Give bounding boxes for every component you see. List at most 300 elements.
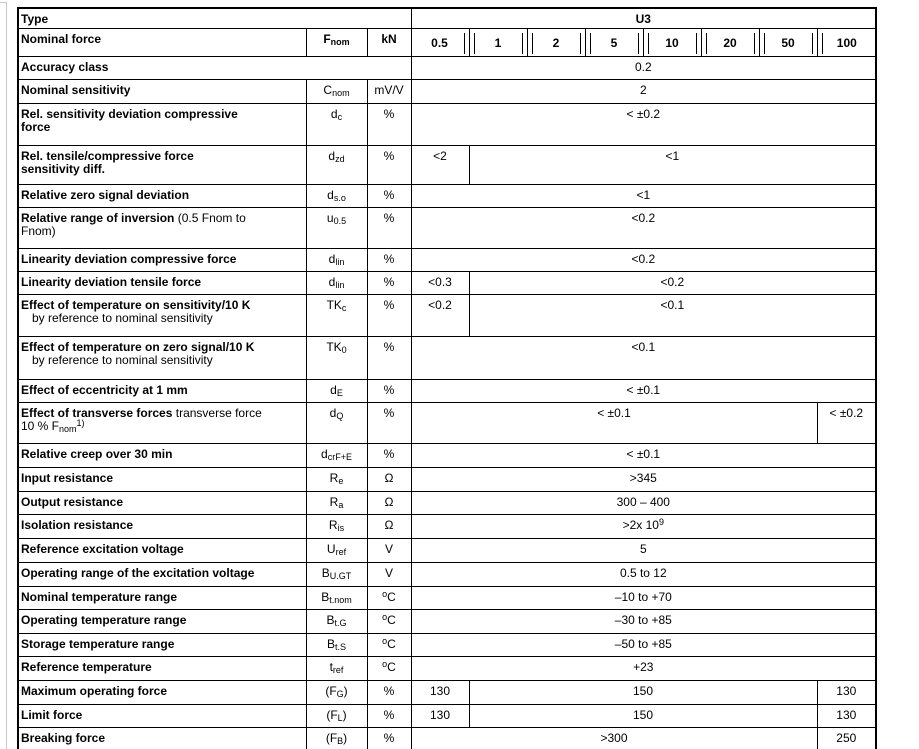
param-value-cell: [469, 146, 876, 185]
param-label-cell: [18, 337, 306, 380]
param-label-cell: [18, 563, 306, 587]
param-symbol-cell: [306, 539, 367, 563]
param-label-cell: [18, 146, 306, 185]
param-value-cell: [411, 185, 876, 208]
text-segment: G: [336, 689, 344, 699]
text-segment: d: [328, 275, 336, 289]
text-segment: <0.1: [660, 298, 685, 312]
param-unit-cell: [367, 444, 411, 468]
text-segment: %: [383, 340, 395, 354]
param-unit-cell: [367, 146, 411, 185]
text-segment: 100: [836, 36, 857, 50]
text-segment: Relative creep over 30 min: [21, 447, 173, 461]
table-row: [18, 185, 876, 208]
param-value-cell: [411, 728, 817, 749]
text-segment: %: [383, 211, 395, 225]
param-value-cell: [411, 403, 817, 444]
text-segment: e: [338, 476, 344, 486]
text-segment: V: [384, 566, 393, 580]
table-row: [18, 29, 876, 57]
text-segment: Linearity deviation compressive force: [21, 252, 237, 266]
text-segment: <2: [433, 149, 447, 163]
text-segment: t.S: [335, 642, 347, 652]
param-symbol-cell: [306, 29, 367, 57]
text-segment: < ±0.1: [626, 447, 661, 461]
param-unit-cell: [367, 185, 411, 208]
param-value-cell: [411, 57, 876, 80]
text-segment: >2x 10: [622, 518, 659, 532]
text-segment: %: [383, 275, 395, 289]
force-column-box: [764, 33, 813, 54]
param-unit-cell: [367, 563, 411, 587]
text-segment: < ±0.1: [626, 383, 661, 397]
param-symbol-cell: [306, 587, 367, 610]
param-symbol-cell: [306, 515, 367, 539]
force-column-box: [648, 33, 697, 54]
param-value-cell: [411, 705, 469, 728]
text-segment: c: [337, 112, 343, 122]
text-segment: 130: [836, 684, 857, 698]
force-column-box: [474, 33, 523, 54]
text-segment: Reference temperature: [21, 660, 152, 674]
text-segment: lin: [335, 257, 345, 267]
param-value-cell: [411, 295, 469, 337]
text-segment: 50: [781, 36, 795, 50]
text-segment: –50 to +85: [614, 637, 672, 651]
param-unit-cell: [367, 539, 411, 563]
text-segment: 0.5 to 12: [619, 566, 667, 580]
param-value-cell: [411, 468, 876, 492]
text-segment: kN: [381, 32, 397, 46]
param-symbol-cell: [306, 563, 367, 587]
text-segment: Effect of temperature on sensitivity/10 K: [21, 298, 251, 312]
param-label-cell: [18, 444, 306, 468]
text-segment: Reference excitation voltage: [21, 542, 184, 556]
text-segment: < ±0.2: [829, 406, 864, 420]
text-segment: d: [328, 252, 336, 266]
param-value-cell: [411, 587, 876, 610]
text-segment: mV/V: [374, 83, 404, 97]
text-segment: Output resistance: [21, 495, 124, 509]
text-segment: nom: [332, 88, 350, 98]
param-label-cell: [18, 492, 306, 515]
text-segment: Ω: [384, 518, 394, 532]
table-row: [18, 272, 876, 295]
param-value-cell: [759, 29, 817, 57]
param-unit-cell: [367, 295, 411, 337]
param-label-cell: [18, 468, 306, 492]
text-segment: (F: [325, 684, 337, 698]
text-segment: R: [328, 518, 338, 532]
table-row: [18, 657, 876, 681]
param-symbol-cell: [306, 337, 367, 380]
specifications-table: [17, 7, 877, 749]
param-unit-cell: [367, 634, 411, 657]
text-segment: by reference to nominal sensitivity: [32, 353, 213, 367]
force-column-box: [706, 33, 755, 54]
param-value-cell: [411, 80, 876, 104]
param-value-cell: [411, 208, 876, 249]
text-segment: Breaking force: [21, 731, 106, 745]
text-segment: is: [337, 523, 345, 533]
text-segment: Rel. tensile/compressive force: [21, 149, 194, 163]
param-unit-cell: [367, 610, 411, 634]
param-symbol-cell: [306, 80, 367, 104]
text-segment: ): [343, 684, 348, 698]
param-symbol-cell: [306, 728, 367, 749]
text-segment: force: [21, 120, 51, 134]
text-segment: 20: [723, 36, 737, 50]
param-label-cell: [18, 57, 411, 80]
text-segment: Ω: [384, 495, 394, 509]
text-segment: C: [387, 660, 396, 674]
param-symbol-cell: [306, 104, 367, 146]
param-unit-cell: [367, 403, 411, 444]
text-segment: o: [382, 589, 388, 599]
table-row: [18, 57, 876, 80]
table-row: [18, 208, 876, 249]
table-row: [18, 249, 876, 272]
text-segment: lin: [335, 280, 345, 290]
text-segment: 2: [639, 83, 647, 97]
text-segment: C: [387, 613, 396, 627]
table-row: [18, 8, 876, 29]
param-label-cell: [18, 249, 306, 272]
table-row: [18, 337, 876, 380]
table-row: [18, 610, 876, 634]
text-segment: Rel. sensitivity deviation compressive: [21, 107, 238, 121]
text-segment: <0.1: [631, 340, 656, 354]
text-segment: transverse force: [172, 406, 262, 420]
text-segment: < ±0.2: [626, 107, 661, 121]
param-symbol-cell: [306, 492, 367, 515]
table-row: [18, 587, 876, 610]
text-segment: 1): [76, 418, 85, 428]
param-value-cell: [411, 563, 876, 587]
text-segment: 2: [552, 36, 560, 50]
param-symbol-cell: [306, 444, 367, 468]
text-segment: %: [383, 188, 395, 202]
text-segment: 1: [494, 36, 502, 50]
param-symbol-cell: [306, 272, 367, 295]
param-symbol-cell: [306, 681, 367, 705]
text-segment: t.G: [334, 618, 347, 628]
param-label-cell: [18, 295, 306, 337]
text-segment: 0.5: [431, 36, 448, 50]
param-unit-cell: [367, 104, 411, 146]
text-segment: Storage temperature range: [21, 637, 175, 651]
param-label-cell: [18, 539, 306, 563]
param-value-cell: [411, 146, 469, 185]
param-symbol-cell: [306, 610, 367, 634]
param-value-cell: [411, 657, 876, 681]
text-segment: V: [384, 542, 393, 556]
table-row: [18, 705, 876, 728]
text-segment: C: [323, 83, 333, 97]
text-segment: >345: [629, 471, 657, 485]
text-segment: –30 to +85: [614, 613, 672, 627]
text-segment: <0.2: [660, 275, 685, 289]
table-row: [18, 104, 876, 146]
text-segment: <0.2: [631, 211, 656, 225]
param-label-cell: [18, 657, 306, 681]
param-label-cell: [18, 515, 306, 539]
param-label-cell: [18, 587, 306, 610]
table-row: [18, 681, 876, 705]
text-segment: <1: [636, 188, 651, 202]
param-label-cell: [18, 728, 306, 749]
param-symbol-cell: [306, 705, 367, 728]
text-segment: U.GT: [329, 571, 352, 581]
table-row: [18, 80, 876, 104]
param-value-cell: [817, 728, 876, 749]
text-segment: 300 – 400: [616, 495, 670, 509]
param-value-cell: [411, 634, 876, 657]
text-segment: 5: [610, 36, 618, 50]
param-value-cell: [411, 610, 876, 634]
text-segment: 130: [429, 684, 451, 698]
text-segment: d: [330, 107, 338, 121]
param-unit-cell: [367, 657, 411, 681]
param-unit-cell: [367, 515, 411, 539]
text-segment: Relative zero signal deviation: [21, 188, 190, 202]
text-segment: 5: [639, 542, 647, 556]
text-segment: +23: [633, 660, 654, 674]
text-segment: TK: [326, 340, 342, 354]
param-value-cell: [411, 380, 876, 403]
text-segment: o: [382, 612, 388, 622]
text-segment: 150: [632, 684, 654, 698]
text-segment: Input resistance: [21, 471, 114, 485]
text-segment: Q: [336, 411, 344, 421]
param-symbol-cell: [306, 295, 367, 337]
text-segment: < ±0.1: [597, 406, 631, 420]
param-label-cell: [18, 634, 306, 657]
param-value-cell: [817, 403, 876, 444]
spec-table-body: [18, 8, 876, 749]
text-segment: ref: [335, 547, 347, 557]
text-segment: U: [326, 542, 336, 556]
text-segment: sensitivity diff.: [21, 162, 106, 176]
table-row: [18, 146, 876, 185]
table-row: [18, 492, 876, 515]
text-segment: s.o: [333, 193, 346, 203]
text-segment: %: [383, 731, 395, 745]
text-segment: Effect of temperature on zero signal/10 K: [21, 340, 255, 354]
text-segment: %: [383, 383, 395, 397]
param-label-cell: [18, 80, 306, 104]
text-segment: d: [321, 447, 328, 461]
param-label-cell: [18, 8, 411, 29]
text-segment: Accuracy class: [21, 60, 109, 74]
text-segment: %: [383, 708, 395, 722]
text-segment: B: [321, 566, 330, 580]
text-segment: nom: [59, 424, 77, 434]
text-segment: E: [336, 388, 343, 398]
param-value-cell: [817, 681, 876, 705]
param-unit-cell: [367, 249, 411, 272]
param-value-cell: [411, 681, 469, 705]
param-unit-cell: [367, 468, 411, 492]
param-symbol-cell: [306, 380, 367, 403]
text-segment: B: [326, 637, 335, 651]
text-segment: nom: [330, 37, 350, 47]
text-segment: %: [383, 107, 395, 121]
text-segment: %: [383, 149, 395, 163]
text-segment: Nominal temperature range: [21, 590, 178, 604]
param-value-cell: [469, 272, 876, 295]
param-value-cell: [817, 29, 876, 57]
text-segment: 250: [836, 731, 857, 745]
param-value-cell: [411, 8, 876, 29]
param-unit-cell: [367, 728, 411, 749]
force-column-box: [532, 33, 581, 54]
table-row: [18, 468, 876, 492]
text-segment: B: [321, 590, 330, 604]
text-segment: R: [329, 471, 339, 485]
force-column-box: [416, 33, 465, 54]
force-column-box: [822, 33, 872, 54]
text-segment: B: [326, 613, 335, 627]
text-segment: ): [343, 731, 348, 745]
text-segment: t.nom: [329, 595, 352, 605]
text-segment: d: [330, 383, 337, 397]
param-value-cell: [411, 29, 469, 57]
text-segment: C: [387, 637, 396, 651]
text-segment: zd: [335, 154, 345, 164]
text-segment: by reference to nominal sensitivity: [32, 311, 213, 325]
text-segment: L: [337, 713, 343, 723]
text-segment: Linearity deviation tensile force: [21, 275, 202, 289]
text-segment: Fnom): [21, 224, 56, 238]
text-segment: Type: [21, 12, 49, 26]
table-row: [18, 539, 876, 563]
param-value-cell: [411, 249, 876, 272]
param-symbol-cell: [306, 634, 367, 657]
param-unit-cell: [367, 380, 411, 403]
param-symbol-cell: [306, 146, 367, 185]
param-symbol-cell: [306, 403, 367, 444]
table-row: [18, 295, 876, 337]
param-value-cell: [469, 29, 527, 57]
text-segment: Operating temperature range: [21, 613, 187, 627]
text-segment: 10 % F: [21, 419, 60, 433]
text-segment: %: [383, 447, 395, 461]
text-segment: <0.2: [631, 252, 656, 266]
param-value-cell: [411, 492, 876, 515]
text-segment: (0.5 Fnom to: [174, 211, 246, 225]
param-label-cell: [18, 681, 306, 705]
page-edge-line-vertical: [6, 2, 7, 749]
text-segment: >300: [600, 731, 628, 745]
text-segment: B: [337, 736, 344, 746]
param-value-cell: [411, 444, 876, 468]
param-label-cell: [18, 705, 306, 728]
param-value-cell: [411, 515, 876, 539]
param-unit-cell: [367, 587, 411, 610]
text-segment: %: [383, 406, 395, 420]
text-segment: Ω: [384, 471, 394, 485]
text-segment: Effect of eccentricity at 1 mm: [21, 383, 188, 397]
text-segment: c: [341, 303, 347, 313]
table-row: [18, 403, 876, 444]
text-segment: d: [327, 188, 334, 202]
param-unit-cell: [367, 208, 411, 249]
param-value-cell: [585, 29, 643, 57]
text-segment: Operating range of the excitation voltage: [21, 566, 255, 580]
text-segment: TK: [326, 298, 342, 312]
text-segment: 0: [341, 345, 347, 355]
param-label-cell: [18, 380, 306, 403]
param-value-cell: [411, 272, 469, 295]
table-row: [18, 728, 876, 749]
table-row: [18, 563, 876, 587]
text-segment: <0.3: [428, 275, 452, 289]
param-value-cell: [469, 295, 876, 337]
param-label-cell: [18, 104, 306, 146]
param-symbol-cell: [306, 185, 367, 208]
param-value-cell: [701, 29, 759, 57]
param-symbol-cell: [306, 208, 367, 249]
text-segment: 9: [658, 517, 664, 527]
text-segment: 10: [665, 36, 679, 50]
text-segment: ref: [332, 665, 344, 675]
text-segment: <0.2: [428, 298, 452, 312]
text-segment: %: [383, 298, 395, 312]
text-segment: 130: [836, 708, 857, 722]
text-segment: d: [329, 406, 337, 420]
text-segment: F: [323, 32, 331, 46]
param-label-cell: [18, 208, 306, 249]
text-segment: 0.5: [333, 216, 347, 226]
text-segment: ): [342, 708, 347, 722]
table-row: [18, 515, 876, 539]
param-label-cell: [18, 185, 306, 208]
param-label-cell: [18, 610, 306, 634]
text-segment: 150: [632, 708, 654, 722]
text-segment: C: [387, 590, 396, 604]
text-segment: Nominal force: [21, 32, 102, 46]
text-segment: Isolation resistance: [21, 518, 134, 532]
param-value-cell: [469, 705, 817, 728]
text-segment: o: [382, 636, 388, 646]
text-segment: crF+E: [327, 452, 352, 462]
text-segment: a: [338, 500, 344, 510]
param-label-cell: [18, 272, 306, 295]
param-unit-cell: [367, 80, 411, 104]
text-segment: (F: [326, 708, 338, 722]
param-unit-cell: [367, 272, 411, 295]
text-segment: <1: [665, 149, 680, 163]
text-segment: 130: [429, 708, 451, 722]
param-unit-cell: [367, 492, 411, 515]
force-column-box: [590, 33, 639, 54]
text-segment: Nominal sensitivity: [21, 83, 131, 97]
text-segment: (F: [325, 731, 338, 745]
param-value-cell: [411, 539, 876, 563]
text-segment: 0.2: [634, 60, 652, 74]
table-row: [18, 634, 876, 657]
table-row: [18, 444, 876, 468]
param-symbol-cell: [306, 657, 367, 681]
text-segment: t: [329, 660, 333, 674]
param-unit-cell: [367, 337, 411, 380]
text-segment: d: [328, 149, 336, 163]
param-label-cell: [18, 29, 306, 57]
text-segment: –10 to +70: [614, 590, 672, 604]
param-value-cell: [411, 104, 876, 146]
param-value-cell: [469, 681, 817, 705]
